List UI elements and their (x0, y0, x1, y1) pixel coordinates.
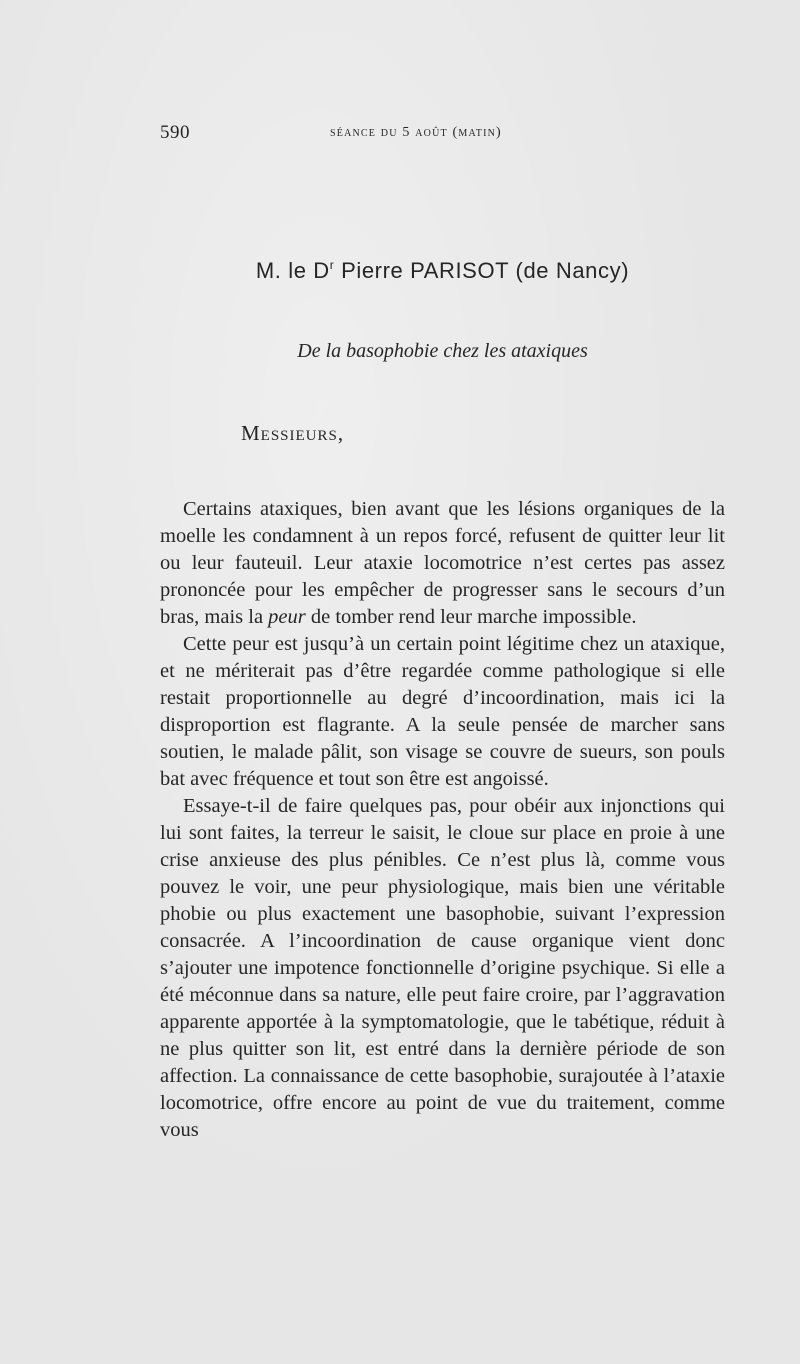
author-prefix: M. le D (255, 258, 330, 283)
author-superscript: r (329, 258, 335, 272)
running-head (160, 122, 725, 152)
article-title: De la basophobie chez les ataxiques (297, 340, 588, 362)
paragraph-2: Cette peur est jusqu’à un certain point légitime chez un ataxique, et ne mériterait pas d’être regardée comme pathologique si elle restait proportionnelle au degré d’incoordination, mais ici la disproportion est flagrante. A la seule pensée de marcher sans soutien, le malade pâlit, son visage se couvre de sueurs, son pouls bat avec fréquence et tout son être est angoissé. (160, 633, 725, 790)
paragraph-1 (160, 496, 725, 631)
page-number: 590 (160, 122, 190, 143)
salutation: Messieurs, (241, 421, 345, 445)
author-name: Pierre PARISOT (de Nancy) (334, 258, 630, 283)
paragraph-1-text-before: Certains ataxiques, bien avant que les lésions organiques de la moelle les condamnent à un repos forcé, refusent de quitter leur lit ou leur fauteuil. Leur ataxie locomotrice n’est certes pas assez prononcée pour les empêcher de progresser sans le secours d’un bras, mais la (160, 498, 725, 628)
paragraph-3: Essaye-t-il de faire quelques pas, pour obéir aux injonctions qui lui sont faites, la terreur le saisit, le cloue sur place en proie à une crise anxieuse des plus pénibles. Ce n’est plus là, comme vous pouvez le voir, une peur physiologique, mais bien une véritable phobie ou plus exactement une basophobie, suivant l’expression consacrée. A l’incoordination de cause organique vient donc s’ajouter une impotence fonctionnelle d’origine psychique. Si elle a été méconnue dans sa nature, elle peut faire croire, par l’aggravation apparente apportée à la symptomatologie, que le tabétique, réduit à ne plus quitter son lit, est entré dans la dernière période de son affection. La connaissance de cette basophobie, surajoutée à l’ataxie locomotrice, offre encore au point de vue du traitement, comme vous (160, 795, 725, 1141)
emphasis-peur: peur (268, 606, 306, 628)
running-head-text: séance du 5 août (matin) (330, 125, 502, 140)
article-body (160, 496, 725, 1144)
article-author (160, 258, 725, 284)
paragraph-1-text-after: de tomber rend leur marche impossible. (305, 606, 637, 628)
